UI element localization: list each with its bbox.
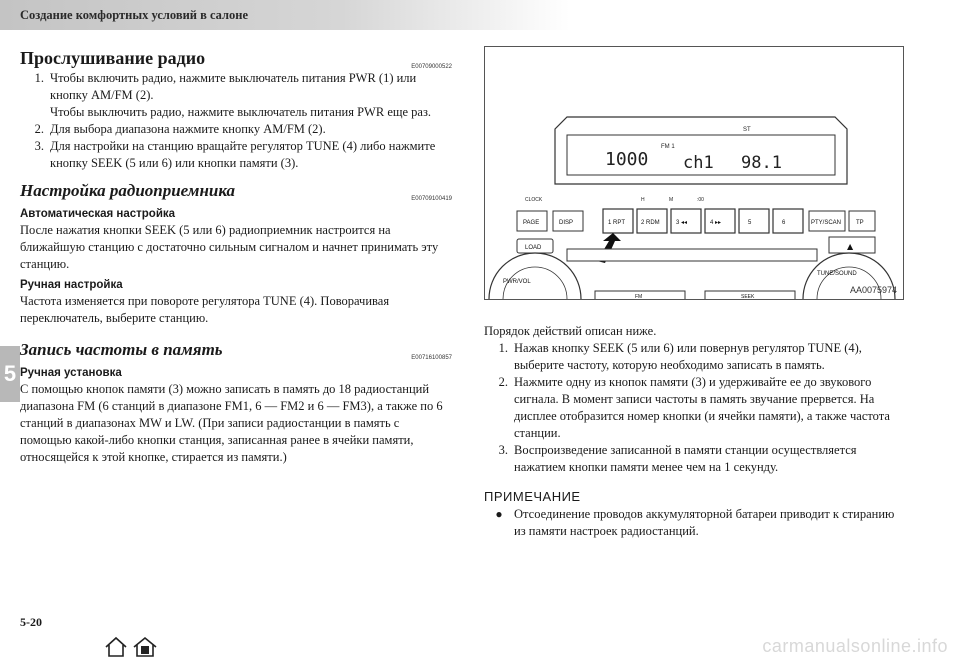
step-text-main: Чтобы включить радио, нажмите выключатель питания PWR (1) или кнопку AM/FM (2). [50,71,417,102]
clock-label: CLOCK [525,197,543,203]
display-band: FM 1 [661,144,675,150]
section-radio [20,46,452,172]
display-frequency: 98.1 [741,153,782,173]
note-title: ПРИМЕЧАНИЕ [484,489,581,504]
list-item [484,374,904,442]
list-item [484,442,904,476]
set-label: :00 [697,197,704,203]
list-item [484,340,904,374]
step-number: 1. [34,71,44,85]
header-title: Создание комфортных условий в салоне [20,8,249,22]
tune-sound-label: TUNE/SOUND [817,271,857,277]
procedure-intro: Порядок действий описан ниже. [484,324,657,338]
preset-6-label: 6 [782,220,786,226]
step-text-extra: Чтобы выключить радио, нажмите выключатель питания PWR еще раз. [50,105,432,119]
hour-label: H [641,197,645,203]
home-icon[interactable] [104,636,128,658]
auto-tuning-subtitle: Автоматическая настройка [20,208,176,220]
left-column [20,46,452,466]
step-number: 2. [498,375,508,389]
disp-button-label: DISP [559,220,574,226]
display-channel: ch1 [683,153,714,173]
section-radio-steps [20,70,452,172]
section-memory-title: Запись частоты в память [20,340,223,359]
manual-tuning-text: Частота изменяется при повороте регулятора TUNE (4). Поворачивая переключатель, выберите станцию. [20,294,390,325]
section-tuning [20,180,452,327]
cd-slot [567,249,817,261]
chapter-home-icon[interactable] [132,636,158,658]
watermark: carmanualsonline.info [762,636,948,656]
nav-icons [104,636,158,658]
preset-2-label: 2 RDM [641,220,660,226]
bullet-icon: ● [495,507,503,521]
step-text: Для настройки на станцию вращайте регулятор TUNE (4) либо нажмите кнопку SEEK (5 или 6) или кнопки памяти (3). [50,139,436,170]
pty-scan-label: PTY/SCAN [811,220,842,226]
step-text: Нажмите одну из кнопок памяти (3) и удерживайте ее до звукового сигнала. В момент записи частоты в память звучание прервется. На дисплее отобразится номер кнопки (и ячейки памяти), а также частота станции. [514,375,890,440]
step-text: Нажав кнопку SEEK (5 или 6) или повернув регулятор TUNE (4), выберите частоту, которую необходимо записать в память. [514,341,862,372]
minute-label: M [669,197,674,203]
seek-label: SEEK [741,294,755,299]
section-radio-title: Прослушивание радио [20,48,206,68]
button-row [517,209,875,233]
header-band [0,0,570,30]
manual-setting-subtitle: Ручная установка [20,367,122,379]
display-stereo: ST [743,127,751,133]
load-label: LOAD [525,245,542,251]
preset-5-button[interactable] [739,209,769,233]
preset-4-label: 4 ▸▸ [710,220,722,226]
auto-tuning-text: После нажатия кнопки SEEK (5 или 6) радиоприемник настроится на ближайшую станцию с достаточно сильным сигналом и начнет принимать эту станцию. [20,223,439,271]
radio-panel-illustration [485,47,903,299]
list-item [20,138,452,172]
page-button-label: PAGE [523,220,540,226]
chapter-tab[interactable]: 5 [0,346,20,402]
list-item [20,70,452,121]
section-radio-code: E00709000522 [411,64,452,70]
pwr-vol-label: PWR/VOL [503,279,531,285]
section-memory [20,339,452,466]
figure-code: AA0075974 [849,285,897,295]
section-memory-code: E00716100857 [411,355,452,361]
procedure-steps [484,340,904,476]
right-column [484,323,904,540]
list-item [20,121,452,138]
step-text: Воспроизведение записанной в памяти станции осуществляется нажатием кнопки памяти менее чем на 1 секунду. [514,443,857,474]
radio-panel-figure [484,46,904,300]
fm-label: FM [635,294,643,299]
eject-icon: ▲ [847,242,854,251]
note-item [484,506,904,540]
section-tuning-code: E00709100419 [411,196,452,202]
manual-tuning-subtitle: Ручная настройка [20,279,123,291]
step-number: 3. [498,443,508,457]
section-tuning-title: Настройка радиоприемника [20,181,236,200]
display-left-digits: 1000 [605,149,649,170]
step-text: Для выбора диапазона нажмите кнопку AM/FM (2). [50,122,326,136]
note-text: Отсоединение проводов аккумуляторной батареи приводит к стиранию из памяти настроек радиостанций. [514,507,895,538]
memory-text: С помощью кнопок памяти (3) можно записать в память до 18 радиостанций диапазона FM (6 станций в диапазоне FM1, 6 — FM2 и 6 — FM3), а также по 6 станций в диапазонах MW и LW. (При записи радиостанции в память с помощью какой-либо кнопки станция, записанная ранее в ячейки памяти, относящейся к этой кнопке, стирается из памяти.) [20,382,443,464]
step-number: 3. [34,139,44,153]
tp-label: TP [856,220,864,226]
preset-5-label: 5 [748,220,752,226]
preset-6-button[interactable] [773,209,803,233]
step-number: 2. [34,122,44,136]
step-number: 1. [498,341,508,355]
page-number: 5-20 [20,615,42,629]
preset-1-label: 1 RPT [608,220,626,226]
preset-3-label: 3 ◂◂ [676,220,688,226]
step-text [50,70,452,121]
